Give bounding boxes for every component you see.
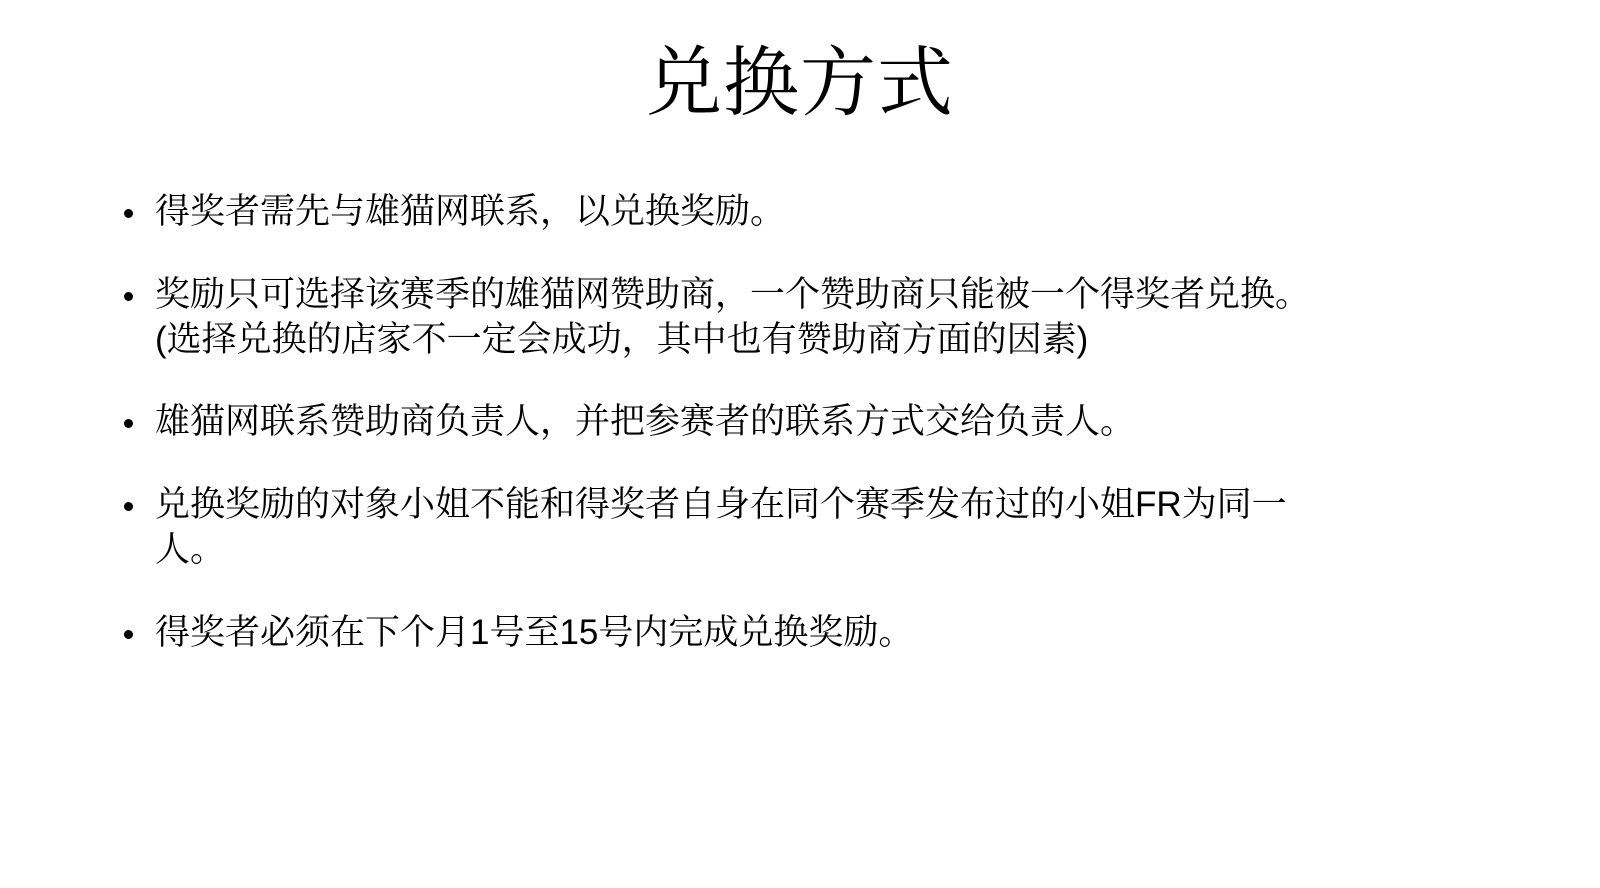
list-item [120, 483, 1490, 573]
list-item-line: 得奖者必须在下个月1号至15号内完成兑换奖励。 [155, 612, 914, 652]
page-title: 兑换方式 [646, 41, 954, 126]
bullet-list [120, 190, 1490, 694]
list-item-line: 雄猫网联系赞助商负责人，并把参赛者的联系方式交给负责人。 [155, 402, 1136, 442]
list-item-line: 人。 [155, 529, 226, 569]
list-item-line: (选择兑换的店家不一定会成功，其中也有赞助商方面的因素) [155, 319, 1089, 359]
list-item [120, 190, 1490, 235]
list-item [120, 611, 1490, 656]
list-item-line: 得奖者需先与雄猫网联系，以兑换奖励。 [155, 192, 786, 231]
list-item-line: 兑换奖励的对象小姐不能和得奖者自身在同个赛季发布过的小姐FR为同一 [155, 485, 1287, 525]
list-item [120, 273, 1490, 363]
list-item-line: 奖励只可选择该赛季的雄猫网赞助商，一个赞助商只能被一个得奖者兑换。 [155, 274, 1311, 314]
list-item [120, 400, 1490, 445]
